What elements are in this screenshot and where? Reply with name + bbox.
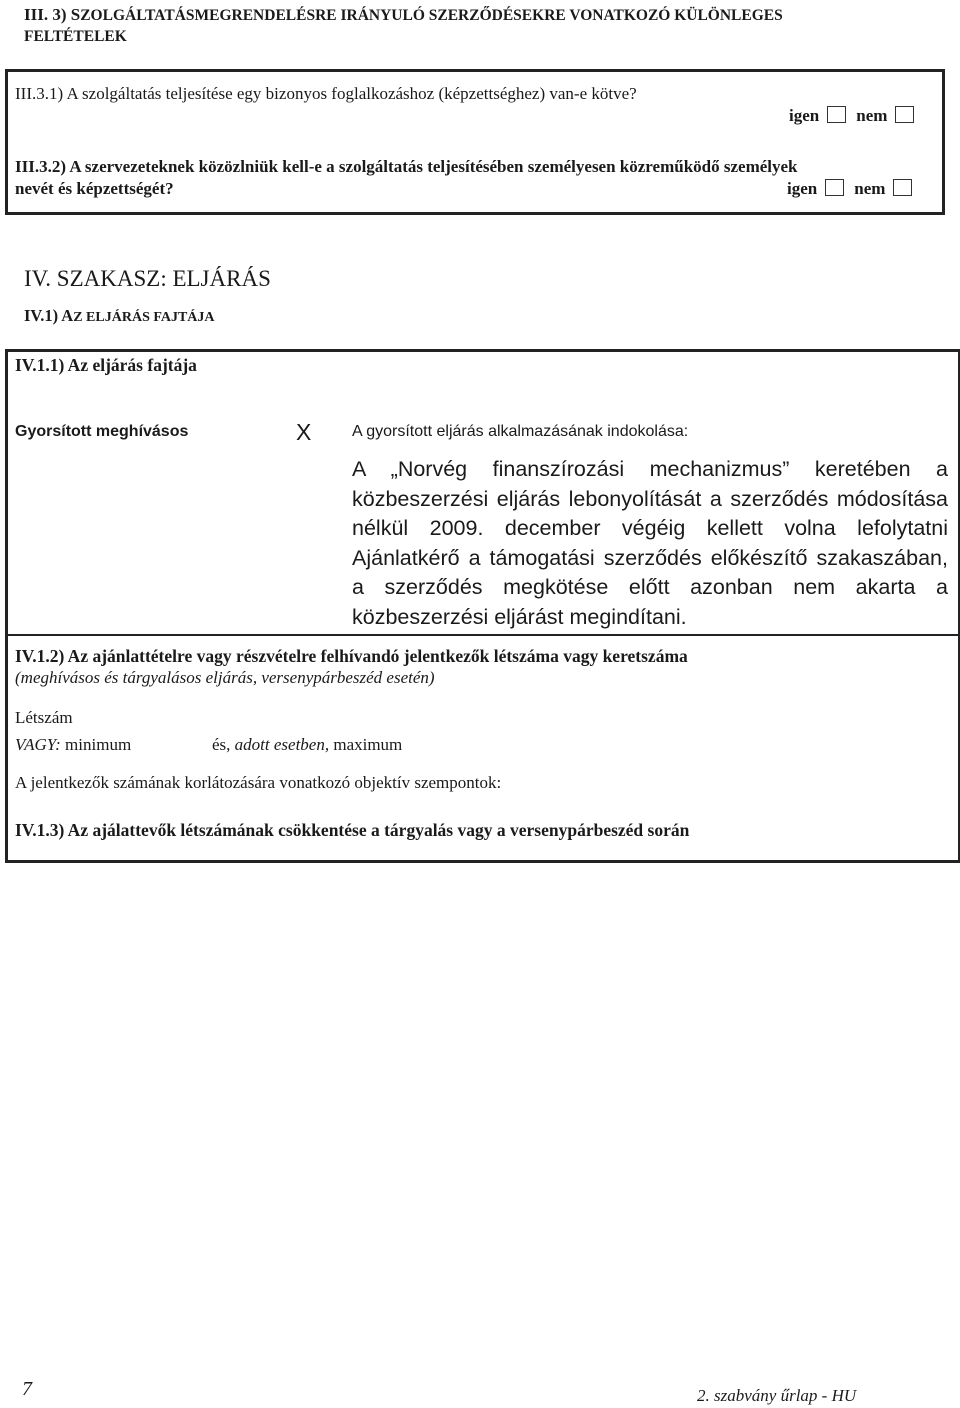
case-label: adott esetben, [234, 735, 330, 754]
no-label: nem [854, 179, 886, 198]
section41-prefix: IV.1) A [24, 306, 74, 325]
section3-title-line2: FELTÉTELEK [24, 28, 127, 45]
or-label: VAGY: [15, 735, 61, 754]
section3-heading [24, 4, 924, 47]
iv11-title: IV.1.1) Az eljárás fajtája [15, 355, 197, 375]
question-iii32-options [787, 179, 918, 199]
reason-text: A „Norvég finanszírozási mechanizmus” keretében a közbeszerzési eljárás lebonyolítását a szerződés módosítása nélkül 2009. december végéig kellett volna lefolytatni Ajánlatkérő a támogatási szerződés előkészítő szakaszában, a szerződés megkötése előtt azonban nem akarta a közbeszerzési eljárást megindítani. [352, 457, 948, 629]
yes-label: igen [787, 179, 818, 198]
selected-mark: X [296, 419, 312, 445]
minimum-row [15, 734, 131, 756]
section41-rest: Z ELJÁRÁS FAJTÁJA [73, 310, 215, 325]
yes-label: igen [789, 106, 820, 125]
reason-label: A gyorsított eljárás alkalmazásának indokolása: [352, 423, 689, 440]
minimum-label: minimum [65, 735, 132, 754]
yes-checkbox[interactable] [825, 179, 844, 196]
and-label: és, [212, 735, 231, 754]
no-checkbox[interactable] [895, 106, 914, 123]
maximum-row [212, 734, 402, 756]
question-iii32-line2: nevét és képzettségét? [15, 179, 174, 198]
section3-title-rest: ZOLGÁLTATÁSMEGRENDELÉSRE IRÁNYULÓ SZERZŐDÉSEKRE VONATKOZÓ KÜLÖNLEGES [80, 7, 783, 24]
question-iii31-options [789, 106, 920, 126]
maximum-label: maximum [333, 735, 403, 754]
page-number: 7 [22, 1378, 32, 1400]
question-iii32-line1: III.3.2) A szervezeteknek közözlniük kell-e a szolgáltatás teljesítésében személyesen közreműködő személyek [15, 157, 798, 176]
divider [8, 634, 958, 636]
iv12-subtitle: (meghívásos és tárgyalásos eljárás, versenypárbeszéd esetén) [15, 668, 435, 687]
yes-checkbox[interactable] [827, 106, 846, 123]
iv13-title: IV.1.3) Az ajálattevők létszámának csökkentése a tárgyalás vagy a versenypárbeszéd során [15, 820, 690, 840]
no-label: nem [856, 106, 888, 125]
section41-title [24, 305, 215, 329]
no-checkbox[interactable] [893, 179, 912, 196]
count-label: Létszám [15, 708, 73, 727]
iv12-title: IV.1.2) Az ajánlattételre vagy részvételre felhívandó jelentkezők létszáma vagy keretszáma [15, 646, 688, 666]
section4-title: IV. SZAKASZ: ELJÁRÁS [24, 266, 271, 291]
form-label: 2. szabvány űrlap - HU [697, 1386, 857, 1405]
criteria-label: A jelentkezők számának korlátozására vonatkozó objektív szempontok: [15, 773, 502, 792]
section3-title-prefix: III. 3) S [24, 5, 81, 24]
question-iii31: III.3.1) A szolgáltatás teljesítése egy bizonyos foglalkozáshoz (képzettséghez) van-e kötve? [15, 84, 637, 103]
procedure-type-label: Gyorsított meghívásos [15, 423, 189, 440]
